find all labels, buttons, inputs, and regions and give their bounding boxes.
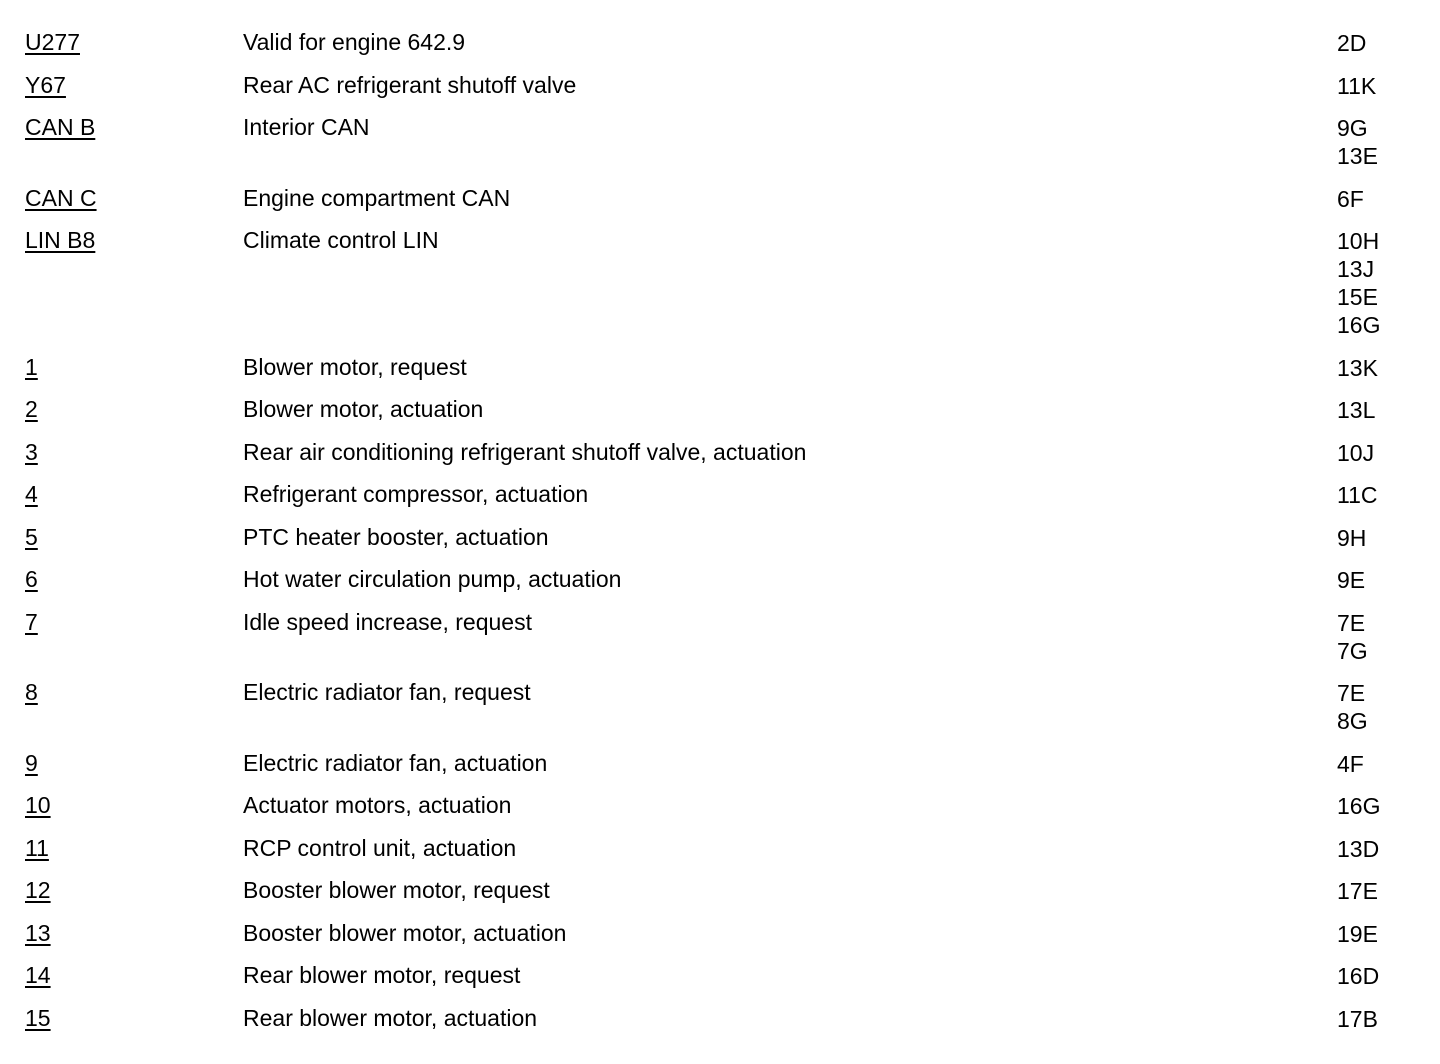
legend-grid-refs xyxy=(1337,396,1440,424)
grid-reference: 6F xyxy=(1337,185,1364,212)
legend-code-link[interactable]: 2 xyxy=(25,396,38,422)
legend-grid-refs xyxy=(1337,114,1440,170)
legend-row xyxy=(0,877,1440,920)
legend-grid-refs xyxy=(1337,1005,1440,1033)
legend-grid-refs xyxy=(1337,566,1440,594)
legend-grid-refs xyxy=(1337,227,1440,339)
grid-reference: 17B xyxy=(1337,1005,1378,1032)
legend-code-link[interactable]: 10 xyxy=(25,792,51,818)
grid-reference: 13L xyxy=(1337,397,1376,423)
legend-code-link[interactable]: 7 xyxy=(25,608,38,635)
legend-code-link[interactable]: 3 xyxy=(25,438,38,465)
legend-code-link[interactable]: 13 xyxy=(25,919,51,946)
grid-reference: 2D xyxy=(1337,30,1367,56)
legend-description: Climate control LIN xyxy=(243,227,439,253)
legend-row xyxy=(0,227,1440,354)
legend-code-link[interactable]: CAN C xyxy=(25,184,97,211)
legend-description: Booster blower motor, request xyxy=(243,877,550,903)
legend-description: Interior CAN xyxy=(243,114,370,140)
legend-row xyxy=(0,72,1440,115)
legend-code-link[interactable]: 4 xyxy=(25,481,38,507)
legend-code-link[interactable]: CAN B xyxy=(25,114,96,140)
legend-grid-refs xyxy=(1337,792,1440,820)
legend-grid-refs xyxy=(1337,185,1440,213)
legend-description: Rear blower motor, actuation xyxy=(243,1004,538,1031)
legend-grid-refs xyxy=(1337,29,1440,57)
legend-row xyxy=(0,114,1440,185)
legend-row xyxy=(0,185,1440,228)
legend-description: Electric radiator fan, actuation xyxy=(243,749,548,776)
legend-code-link[interactable]: U277 xyxy=(25,29,80,55)
grid-reference: 9G xyxy=(1337,115,1368,141)
grid-reference: 19E xyxy=(1337,920,1378,947)
legend-grid-refs xyxy=(1337,877,1440,905)
legend-row xyxy=(0,609,1440,680)
legend-row xyxy=(0,354,1440,397)
grid-reference: 16G xyxy=(1337,312,1381,338)
legend-row xyxy=(0,524,1440,567)
legend-code-link[interactable]: 14 xyxy=(25,962,51,988)
legend-row xyxy=(0,920,1440,963)
grid-reference: 9E xyxy=(1337,567,1366,593)
legend-code-link[interactable]: Y67 xyxy=(25,71,66,98)
legend-code-link[interactable]: 15 xyxy=(25,1004,51,1031)
legend-description: Rear AC refrigerant shutoff valve xyxy=(243,71,577,98)
legend-code-link[interactable]: 12 xyxy=(25,877,51,903)
grid-reference: 11C xyxy=(1337,482,1378,508)
legend-code-link[interactable]: 6 xyxy=(25,566,38,592)
legend-description: Hot water circulation pump, actuation xyxy=(243,566,622,592)
legend-description: Rear air conditioning refrigerant shutoff valve, actuation xyxy=(243,438,807,465)
legend-grid-refs xyxy=(1337,524,1440,552)
legend-row xyxy=(0,29,1440,72)
legend-grid-refs xyxy=(1337,354,1440,382)
legend-row xyxy=(0,396,1440,439)
legend-description: Idle speed increase, request xyxy=(243,608,532,635)
legend-row xyxy=(0,750,1440,793)
legend-grid-refs xyxy=(1337,609,1440,665)
legend-code-link[interactable]: 5 xyxy=(25,523,38,550)
legend-row xyxy=(0,481,1440,524)
legend-description: Actuator motors, actuation xyxy=(243,792,512,818)
legend-row xyxy=(0,835,1440,878)
legend-grid-refs xyxy=(1337,72,1440,100)
legend-grid-refs xyxy=(1337,481,1440,509)
grid-reference: 7E xyxy=(1337,609,1366,636)
legend-grid-refs xyxy=(1337,439,1440,467)
legend-grid-refs xyxy=(1337,679,1440,735)
legend-code-link[interactable]: 11 xyxy=(25,834,49,861)
legend-grid-refs xyxy=(1337,835,1440,863)
legend-description: PTC heater booster, actuation xyxy=(243,523,549,550)
legend-row xyxy=(0,962,1440,1005)
legend-row xyxy=(0,1005,1440,1048)
grid-reference: 13E xyxy=(1337,143,1378,169)
legend-code-link[interactable]: 8 xyxy=(25,679,38,705)
legend-row xyxy=(0,679,1440,750)
grid-reference: 13J xyxy=(1337,256,1375,282)
grid-reference: 16G xyxy=(1337,793,1381,819)
legend-description: Rear blower motor, request xyxy=(243,962,521,988)
legend-description: Electric radiator fan, request xyxy=(243,679,531,705)
legend-code-link[interactable]: 1 xyxy=(25,353,38,380)
grid-reference: 15E xyxy=(1337,284,1378,310)
grid-reference: 16D xyxy=(1337,963,1380,989)
grid-reference: 11K xyxy=(1337,72,1377,99)
grid-reference: 7G xyxy=(1337,637,1368,664)
legend-description: Blower motor, request xyxy=(243,353,467,380)
legend-code-link[interactable]: LIN B8 xyxy=(25,227,96,253)
legend-description: RCP control unit, actuation xyxy=(243,834,517,861)
legend-row xyxy=(0,566,1440,609)
legend-description: Booster blower motor, actuation xyxy=(243,919,567,946)
grid-reference: 4F xyxy=(1337,750,1364,777)
grid-reference: 9H xyxy=(1337,524,1367,551)
grid-reference: 10J xyxy=(1337,439,1375,466)
legend-code-link[interactable]: 9 xyxy=(25,749,38,776)
grid-reference: 13K xyxy=(1337,354,1378,381)
legend-row xyxy=(0,439,1440,482)
grid-reference: 13D xyxy=(1337,835,1380,862)
legend-description: Blower motor, actuation xyxy=(243,396,484,422)
legend-description: Refrigerant compressor, actuation xyxy=(243,481,589,507)
grid-reference: 10H xyxy=(1337,228,1380,254)
legend-grid-refs xyxy=(1337,750,1440,778)
grid-reference: 17E xyxy=(1337,878,1378,904)
grid-reference: 8G xyxy=(1337,708,1368,734)
legend-row xyxy=(0,792,1440,835)
legend-description: Engine compartment CAN xyxy=(243,184,511,211)
legend-grid-refs xyxy=(1337,920,1440,948)
legend-description: Valid for engine 642.9 xyxy=(243,29,466,55)
legend-grid-refs xyxy=(1337,962,1440,990)
grid-reference: 7E xyxy=(1337,680,1366,706)
